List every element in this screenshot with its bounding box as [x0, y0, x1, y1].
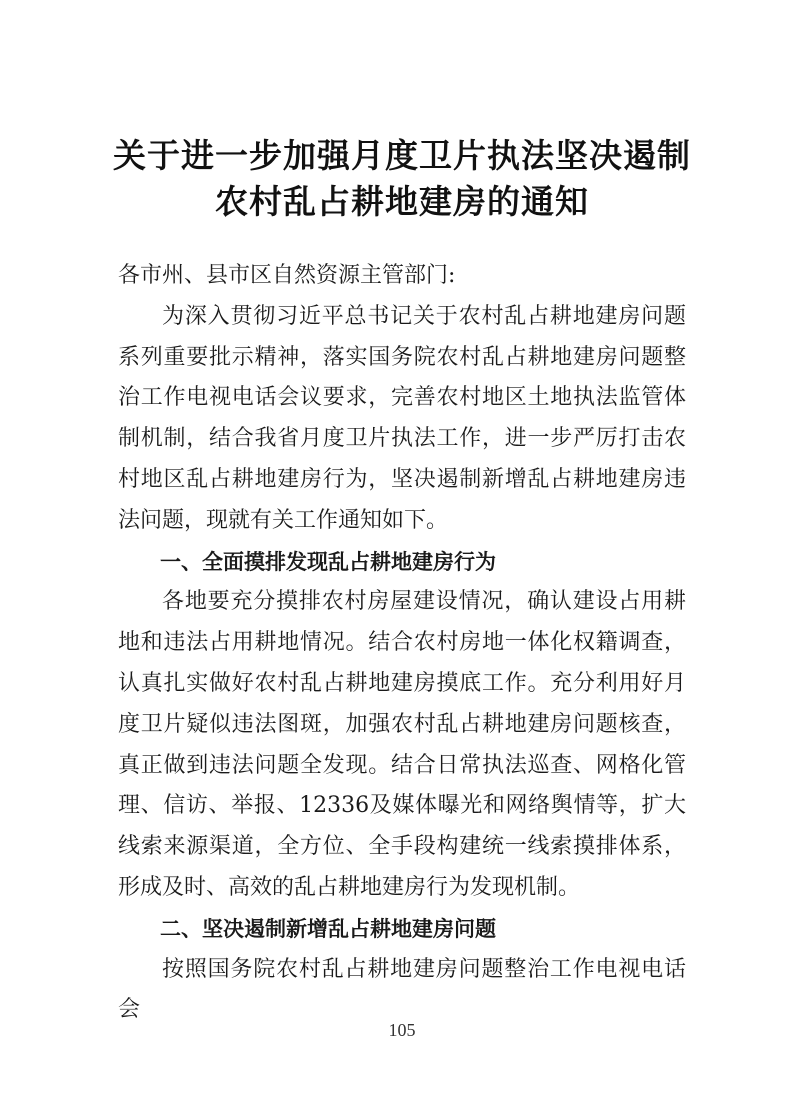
section-2-paragraph: 按照国务院农村乱占耕地建房问题整治工作电视电话会 [118, 956, 686, 1023]
document-title-line-1: 关于进一步加强月度卫片执法坚决遏制 [113, 136, 691, 175]
section-1-paragraph: 各地要充分摸排农村房屋建设情况，确认建设占用耕地和违法占用耕地情况。结合农村房地一体化权籍调查，认真扎实做好农村乱占耕地建房摸底工作。充分利用好月度卫片疑似违法图斑，加强农村乱占耕地建房问题核查，真正做到违法问题全发现。结合日常执法巡查、网格化管理、信访、举报、12336及媒体曝光和网络舆情等，扩大线索来源渠道，全方位、全手段构建统一线索摸排体系，形成及时、高效的乱占耕地建房行为发现机制。 [118, 589, 686, 900]
section-2-heading: 二、坚决遏制新增乱占耕地建房问题 [160, 916, 496, 941]
salutation: 各市州、县市区自然资源主管部门: [118, 263, 456, 288]
page-number: 105 [388, 1020, 416, 1040]
section-1-heading: 一、全面摸排发现乱占耕地建房行为 [160, 549, 496, 574]
intro-paragraph: 为深入贯彻习近平总书记关于农村乱占耕地建房问题系列重要批示精神，落实国务院农村乱占耕地建房问题整治工作电视电话会议要求，完善农村地区土地执法监管体制机制，结合我省月度卫片执法工作，进一步严厉打击农村地区乱占耕地建房行为，坚决遏制新增乱占耕地建房违法问题，现就有关工作通知如下。 [118, 303, 686, 533]
document-title-line-2: 农村乱占耕地建房的通知 [215, 182, 589, 221]
document-body [118, 256, 686, 1031]
